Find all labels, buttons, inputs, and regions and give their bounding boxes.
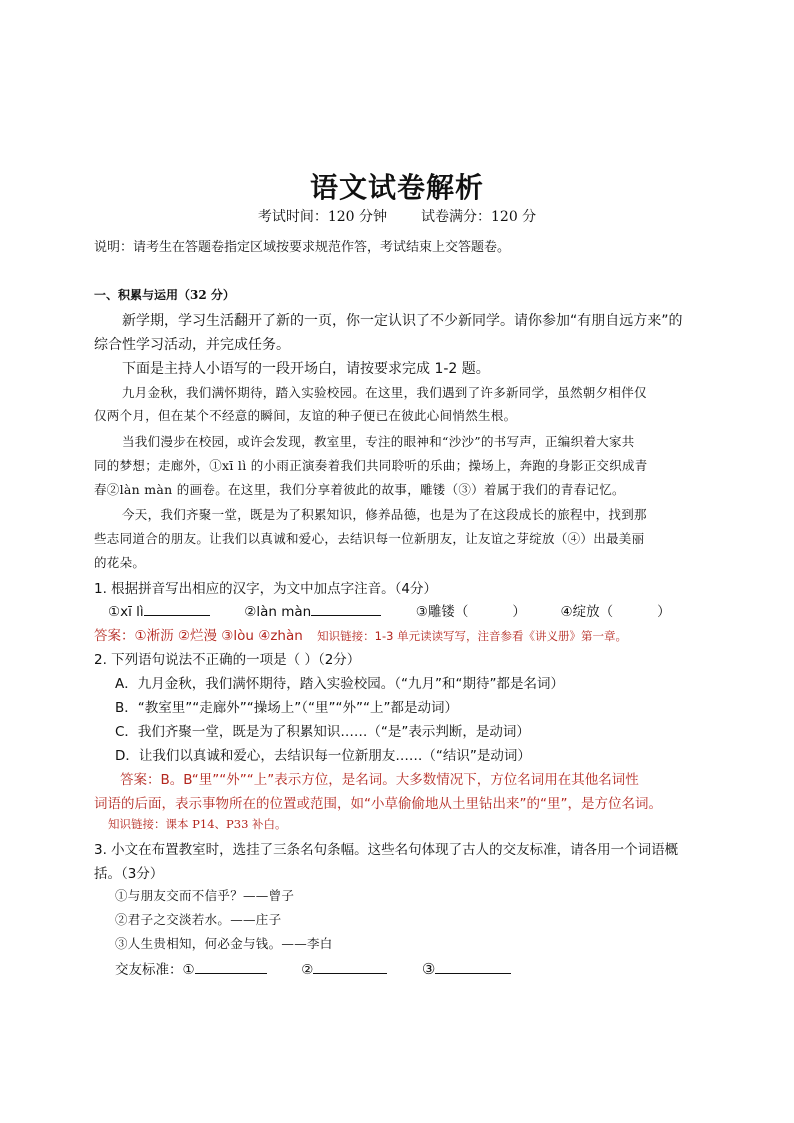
q2-option-d: D．让我们以真诚和爱心，去结识每一位新朋友……（“结识”是动词） (115, 748, 531, 764)
knowledge-link: 知识链接：1-3 单元读读写写，注音参看《讲义册》第一章。 (317, 629, 628, 643)
question-1-stem: 1. 根据拼音写出相应的汉字，为文中加点字注音。（4分） (94, 581, 438, 597)
passage-line: 的花朵。 (94, 555, 146, 570)
instructions-note: 说明：请考生在答题卷指定区域按要求规范作答，考试结束上交答题卷。 (94, 240, 511, 255)
q3-blank-2[interactable] (313, 961, 387, 974)
passage-line: 仅两个月，但在某个不经意的瞬间，友谊的种子便已在彼此心间悄然生根。 (94, 408, 517, 423)
question-2-answer-line-2: 词语的后面，表示事物所在的位置或范围，如“小草偷偷地从土里钻出来”的“里”，是方位名词。 (94, 796, 662, 812)
q3-quote-1: ①与朋友交而不信乎？——曾子 (115, 888, 295, 903)
exam-time: 考试时间：120 分钟 (257, 209, 387, 225)
q2-option-b: B．“教室里”“走廊外”“操场上”（“里”“外”“上”都是动词） (115, 700, 458, 716)
exam-meta (0, 206, 794, 226)
q2-option-a: A．九月金秋，我们满怀期待，踏入实验校园。（“九月”和“期待”都是名词） (115, 676, 564, 692)
q3-quote-3: ③人生贵相知，何必金与钱。——李白 (115, 936, 333, 951)
passage-line: 些志同道合的朋友。让我们以真诚和爱心，去结识每一位新朋友，让友谊之芽绽放（④）出最美丽 (94, 531, 645, 546)
question-1-items (108, 600, 671, 620)
q3-fill-2-label: ② (301, 962, 314, 978)
intro-line-1: 新学期，学习生活翻开了新的一页，你一定认识了不少新同学。请你参加“有朋自远方来”的 (122, 313, 683, 329)
q3-quote-2: ②君子之交淡若水。——庄子 (115, 912, 282, 927)
q2-option-c: C．我们齐聚一堂，既是为了积累知识……（“是”表示判断，是动词） (115, 724, 530, 740)
exam-full-score: 试卷满分：120 分 (421, 209, 537, 225)
q1-item-4-close: ） (657, 604, 671, 620)
question-2-stem: 2. 下列语句说法不正确的一项是（ ）（2分） (94, 652, 361, 668)
answer-text: ①淅沥 ②烂漫 ③lòu ④zhàn (134, 628, 303, 644)
q1-item-4: ④绽放（ (560, 604, 614, 620)
question-2-knowledge-link: 知识链接：课本 P14、P33 补白。 (108, 817, 287, 831)
q1-item-3: ③雕镂（ (415, 604, 469, 620)
section-heading: 一、积累与运用（32 分） (94, 288, 235, 302)
question-2-answer-line-1: 答案：B。B“里”“外”“上”表示方位，是名词。大多数情况下，方位名词用在其他名词性 (120, 772, 639, 788)
page-title: 语文试卷解析 (309, 171, 484, 204)
question-3-stem-line-2: 括。（3分） (94, 866, 164, 882)
task-line: 下面是主持人小语写的一段开场白，请按要求完成 1-2 题。 (122, 361, 490, 377)
q3-blank-1[interactable] (195, 961, 267, 974)
q1-item-3-close: ） (512, 604, 526, 620)
intro-line-2: 综合性学习活动，并完成任务。 (94, 337, 290, 353)
question-3-stem-line-1: 3. 小文在布置教室时，选挂了三条名句条幅。这些名句体现了古人的交友标准，请各用一个词语概 (94, 842, 679, 858)
passage-line: 九月金秋，我们满怀期待，踏入实验校园。在这里，我们遇到了许多新同学，虽然朝夕相伴仅 (122, 385, 647, 400)
question-1-answer (94, 624, 627, 644)
q3-fill-label: 交友标准：① (115, 962, 195, 978)
q3-answer-row (115, 958, 511, 978)
q1-blank-1[interactable] (144, 603, 210, 616)
passage-line: 春②làn màn 的画卷。在这里，我们分享着彼此的故事，雕镂（③）着属于我们的青春记忆。 (94, 482, 625, 497)
q3-blank-3[interactable] (435, 961, 511, 974)
passage-line: 同的梦想；走廊外，①xī lì 的小雨正演奏着我们共同聆听的乐曲；操场上，奔跑的身影正交织成青 (94, 458, 648, 473)
q1-blank-2[interactable] (311, 603, 381, 616)
passage-line: 当我们漫步在校园，或许会发现，教室里，专注的眼神和“沙沙”的书写声，正编织着大家共 (122, 434, 635, 449)
passage-line: 今天，我们齐聚一堂，既是为了积累知识，修养品德，也是为了在这段成长的旅程中，找到那 (122, 507, 647, 522)
q1-item-2: ②làn màn (244, 604, 312, 620)
q3-fill-3-label: ③ (421, 960, 436, 978)
q1-item-1: ①xī lì (108, 604, 144, 620)
answer-label: 答案： (94, 628, 135, 644)
